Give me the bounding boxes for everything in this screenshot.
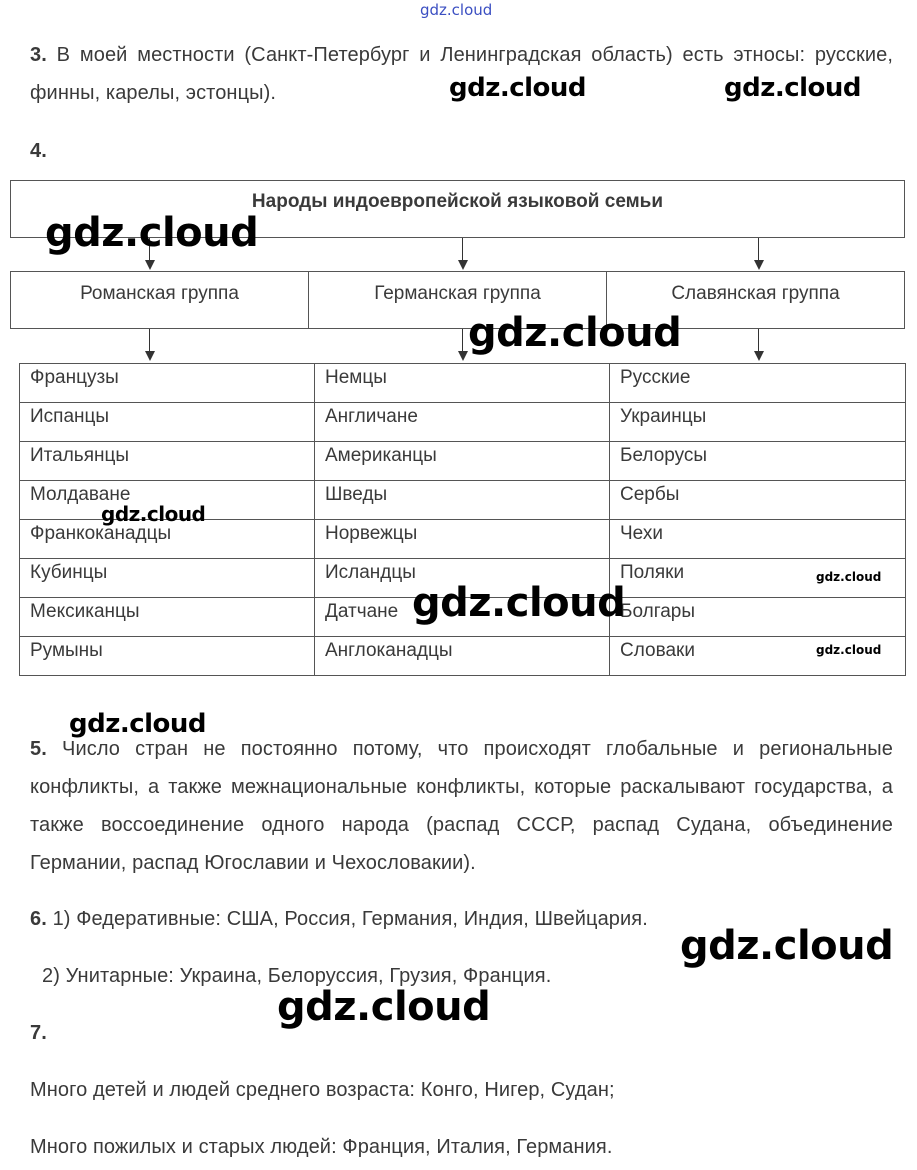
- arrow-line: [462, 238, 463, 261]
- table-cell: Поляки: [610, 559, 906, 598]
- table-cell: Немцы: [315, 364, 610, 403]
- question-7-line-2: Много пожилых и старых людей: Франция, Италия, Германия.: [30, 1136, 613, 1158]
- question-6-item-1-text: 1) Федеративные: США, Россия, Германия, Индия, Швейцария.: [52, 908, 648, 930]
- table-cell: Молдаване: [20, 481, 315, 520]
- question-3-text: В моей местности (Санкт-Петербург и Ленинградская область) есть этносы: русские,: [56, 44, 893, 66]
- table-cell: Болгары: [610, 598, 906, 637]
- table-cell: Исландцы: [315, 559, 610, 598]
- watermark: gdz.cloud: [816, 643, 882, 657]
- question-5-number: 5.: [30, 738, 47, 760]
- arrow-line: [462, 329, 463, 352]
- table-cell: Американцы: [315, 442, 610, 481]
- table-cell: Словаки: [610, 637, 906, 676]
- arrow-down-icon: [458, 260, 468, 270]
- question-6-item-2-text: 2) Унитарные: Украина, Белоруссия, Грузия, Франция.: [42, 965, 552, 987]
- watermark: gdz.cloud: [724, 73, 862, 103]
- group-label-slavic: Славянская группа: [671, 283, 840, 304]
- arrow-down-icon: [145, 351, 155, 361]
- watermark: gdz.cloud: [816, 570, 882, 584]
- table-cell: Франкоканадцы: [20, 520, 315, 559]
- table-row: [20, 364, 906, 403]
- group-box-romance: [10, 271, 309, 329]
- watermark: gdz.cloud: [277, 984, 491, 1030]
- question-6-number: 6.: [30, 908, 47, 930]
- watermark: gdz.cloud: [69, 709, 207, 739]
- table-cell: Шведы: [315, 481, 610, 520]
- table-cell: Англичане: [315, 403, 610, 442]
- question-5-text: Число стран не постоянно потому, что происходят глобальные и региональные конфликты, а также межнациональные конфликты, которые раскалывают государства, а также воссоединение одного народа (распад СССР, распад Судана, объединение Германии, распад Югославии и Чехословакии).: [30, 738, 893, 874]
- diagram-title: Народы индоевропейской языковой семьи: [251, 191, 664, 212]
- table-cell: Итальянцы: [20, 442, 315, 481]
- question-3-text-wrap: финны, карелы, эстонцы).: [30, 82, 277, 104]
- arrow-down-icon: [754, 351, 764, 361]
- table-cell: Румыны: [20, 637, 315, 676]
- question-3-number: 3.: [30, 44, 47, 66]
- question-3: [30, 36, 893, 74]
- watermark: gdz.cloud: [101, 502, 206, 526]
- arrow-down-icon: [145, 260, 155, 270]
- table-cell: Французы: [20, 364, 315, 403]
- table-cell: Мексиканцы: [20, 598, 315, 637]
- table-cell: Белорусы: [610, 442, 906, 481]
- table-cell: Украинцы: [610, 403, 906, 442]
- watermark: gdz.cloud: [468, 310, 682, 356]
- arrow-line: [758, 238, 759, 261]
- table-cell: Чехи: [610, 520, 906, 559]
- question-7-line-1: Много детей и людей среднего возраста: Конго, Нигер, Судан;: [30, 1079, 615, 1101]
- watermark: gdz.cloud: [680, 923, 894, 969]
- table-cell: Норвежцы: [315, 520, 610, 559]
- table-cell: Кубинцы: [20, 559, 315, 598]
- question-4-number: 4.: [30, 140, 47, 162]
- question-7-number: 7.: [30, 1022, 47, 1044]
- watermark-top: gdz.cloud: [420, 1, 493, 19]
- group-label-romance: Романская группа: [80, 283, 239, 304]
- watermark: gdz.cloud: [412, 580, 626, 626]
- table-row: [20, 403, 906, 442]
- table-row: [20, 442, 906, 481]
- group-label-germanic: Германская группа: [374, 283, 541, 304]
- arrow-line: [758, 329, 759, 352]
- watermark: gdz.cloud: [449, 73, 587, 103]
- table-cell: Русские: [610, 364, 906, 403]
- table-cell: Испанцы: [20, 403, 315, 442]
- watermark: gdz.cloud: [45, 210, 259, 256]
- table-cell: Сербы: [610, 481, 906, 520]
- table-cell: Англоканадцы: [315, 637, 610, 676]
- table-cell: Датчане: [315, 598, 610, 637]
- arrow-line: [149, 329, 150, 352]
- table-row: [20, 637, 906, 676]
- question-5: [30, 730, 893, 882]
- arrow-down-icon: [458, 351, 468, 361]
- arrow-down-icon: [754, 260, 764, 270]
